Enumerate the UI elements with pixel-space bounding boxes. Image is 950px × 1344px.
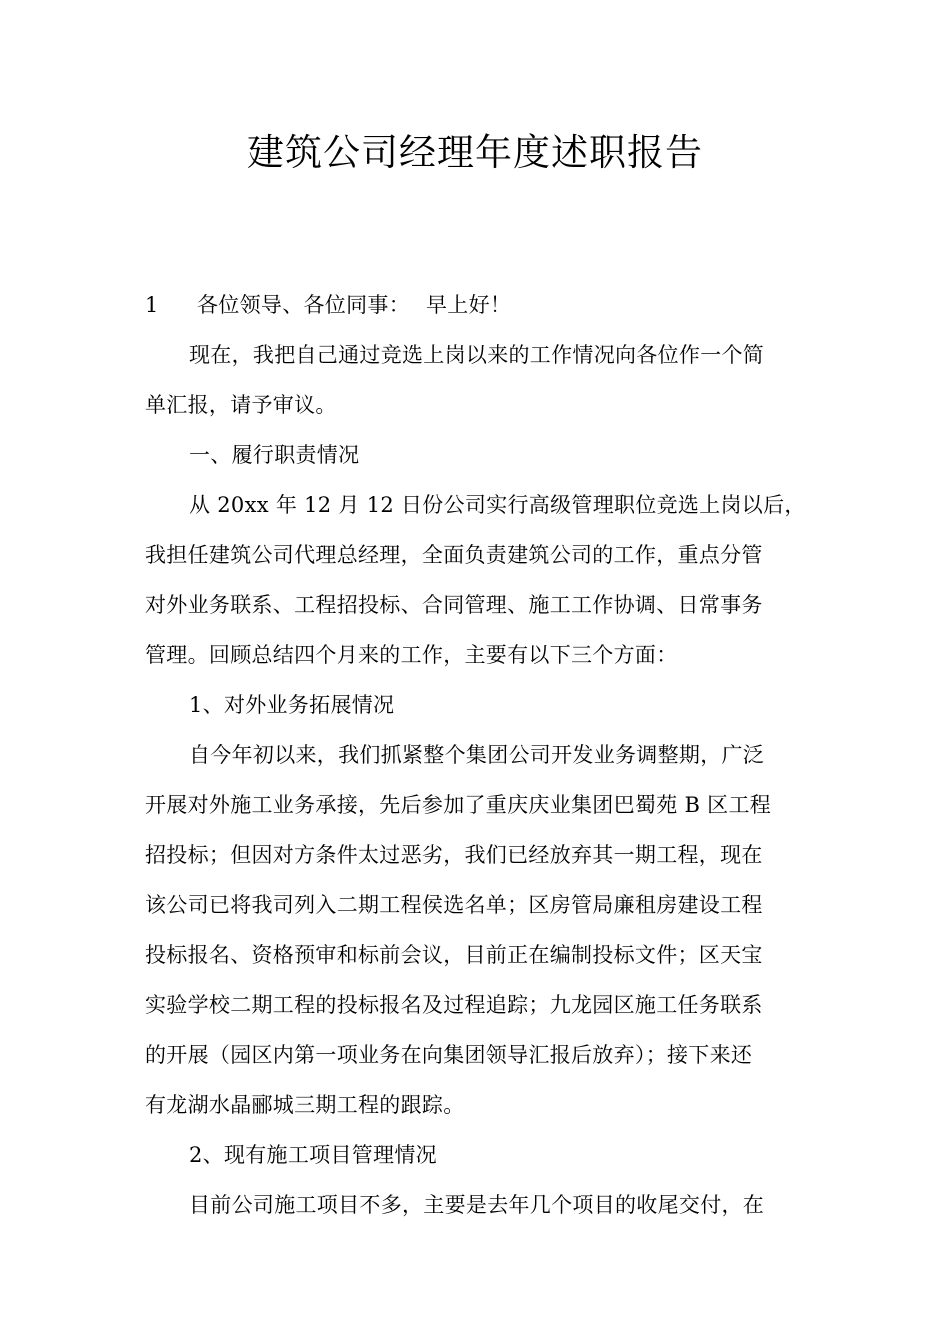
paragraph-number: 1: [145, 293, 159, 317]
morning-greeting: 早上好！: [426, 293, 512, 317]
body-line: 的开展（园区内第一项业务在向集团领导汇报后放弃）；接下来还: [145, 1043, 753, 1067]
body-line: 投标报名、资格预审和标前会议，目前正在编制投标文件；区天宝: [145, 943, 763, 967]
body-line: 一、履行职责情况: [189, 443, 360, 467]
body-line: 2、现有施工项目管理情况: [189, 1143, 437, 1167]
body-line: 实验学校二期工程的投标报名及过程追踪；九龙园区施工任务联系: [145, 993, 763, 1017]
body-line: 开展对外施工业务承接，先后参加了重庆庆业集团巴蜀苑 B 区工程: [145, 793, 772, 817]
greeting-line: [145, 280, 810, 330]
body-line: 单汇报，请予审议。: [145, 393, 337, 417]
body-lines: [145, 330, 810, 1230]
body-line: 1、对外业务拓展情况: [189, 693, 395, 717]
body-line: 目前公司施工项目不多，主要是去年几个项目的收尾交付，在: [189, 1193, 765, 1217]
body-line: 自今年初以来，我们抓紧整个集团公司开发业务调整期，广泛: [189, 743, 765, 767]
salutation: 各位领导、各位同事：: [197, 293, 410, 317]
document-title: 建筑公司经理年度述职报告: [247, 131, 703, 174]
body-line: 管理。回顾总结四个月来的工作，主要有以下三个方面：: [145, 643, 678, 667]
body-line: 该公司已将我司列入二期工程侯选名单；区房管局廉租房建设工程: [145, 893, 763, 917]
body-line: 我担任建筑公司代理总经理，全面负责建筑公司的工作，重点分管: [145, 543, 763, 567]
document-body: [145, 280, 810, 1230]
body-line: 招投标；但因对方条件太过恶劣，我们已经放弃其一期工程，现在: [145, 843, 763, 867]
body-line: 对外业务联系、工程招投标、合同管理、施工工作协调、日常事务: [145, 593, 763, 617]
body-line: 有龙湖水晶郦城三期工程的跟踪。: [145, 1093, 465, 1117]
body-line: 现在，我把自己通过竞选上岗以来的工作情况向各位作一个简: [189, 343, 765, 367]
body-line: 从 20xx 年 12 月 12 日份公司实行高级管理职位竞选上岗以后，: [189, 493, 806, 517]
